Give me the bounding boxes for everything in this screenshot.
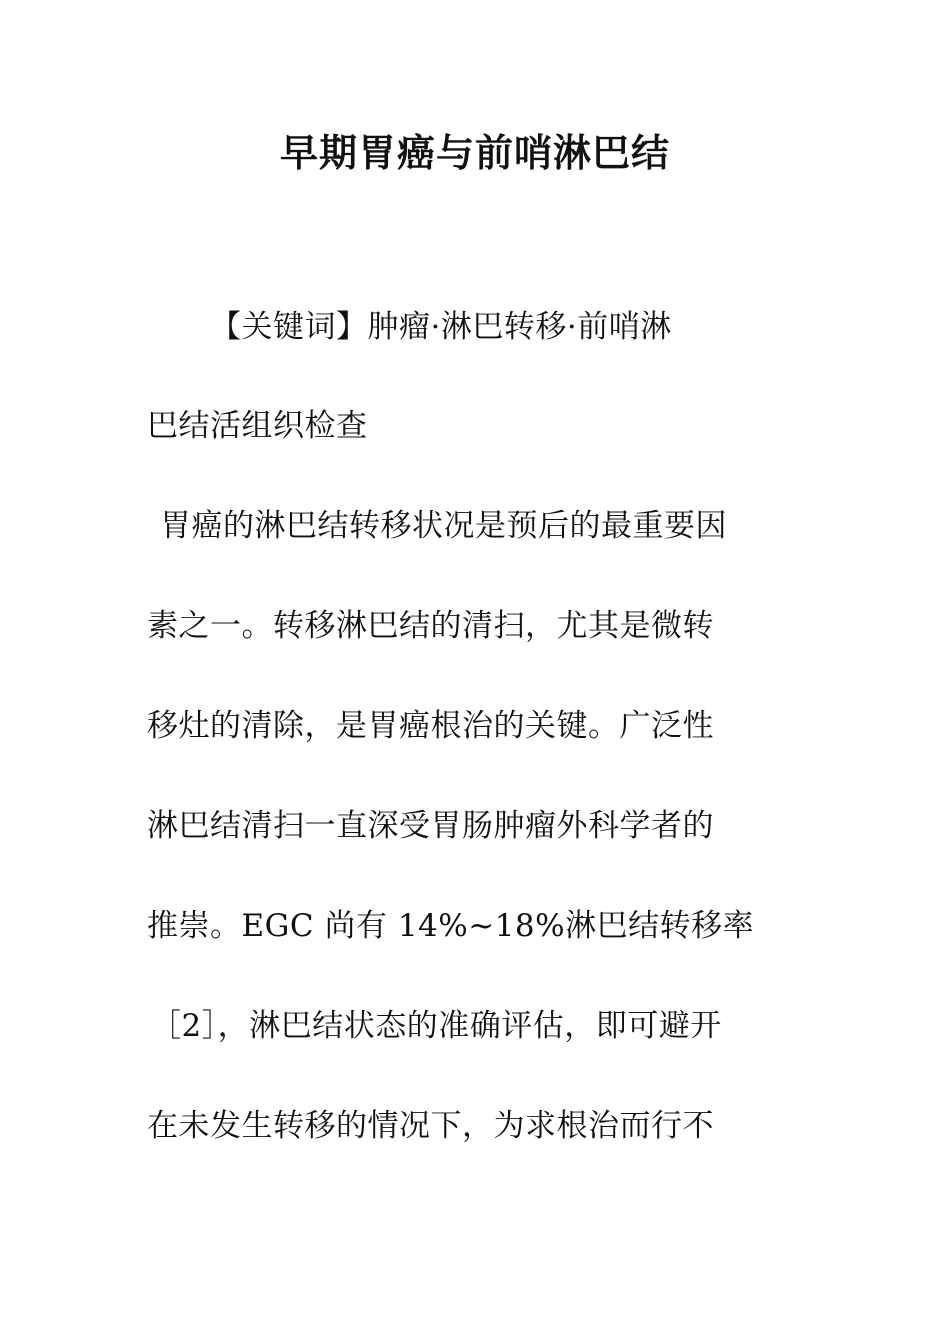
body-line-6: ［2］，淋巴结状态的准确评估，即可避开 — [150, 1008, 722, 1044]
body-line-7: 在未发生转移的情况下，为求根治而行不 — [147, 1108, 714, 1144]
body-line-4: 淋巴结清扫一直深受胃肠肿瘤外科学者的 — [147, 808, 714, 844]
body-line-5: 推崇。EGC 尚有 14%~18%淋巴结转移率 — [147, 908, 755, 944]
keywords-line-1: 【关键词】肿瘤·淋巴转移·前哨淋 — [210, 309, 672, 345]
document-title: 早期胃癌与前哨淋巴结 — [279, 131, 670, 175]
body-line-2: 素之一。转移淋巴结的清扫，尤其是微转 — [147, 608, 714, 644]
keywords-line-2: 巴结活组织检查 — [147, 408, 368, 444]
body-line-3: 移灶的清除，是胃癌根治的关键。广泛性 — [147, 708, 714, 744]
body-line-1: 胃癌的淋巴结转移状况是预后的最重要因 — [160, 508, 727, 544]
